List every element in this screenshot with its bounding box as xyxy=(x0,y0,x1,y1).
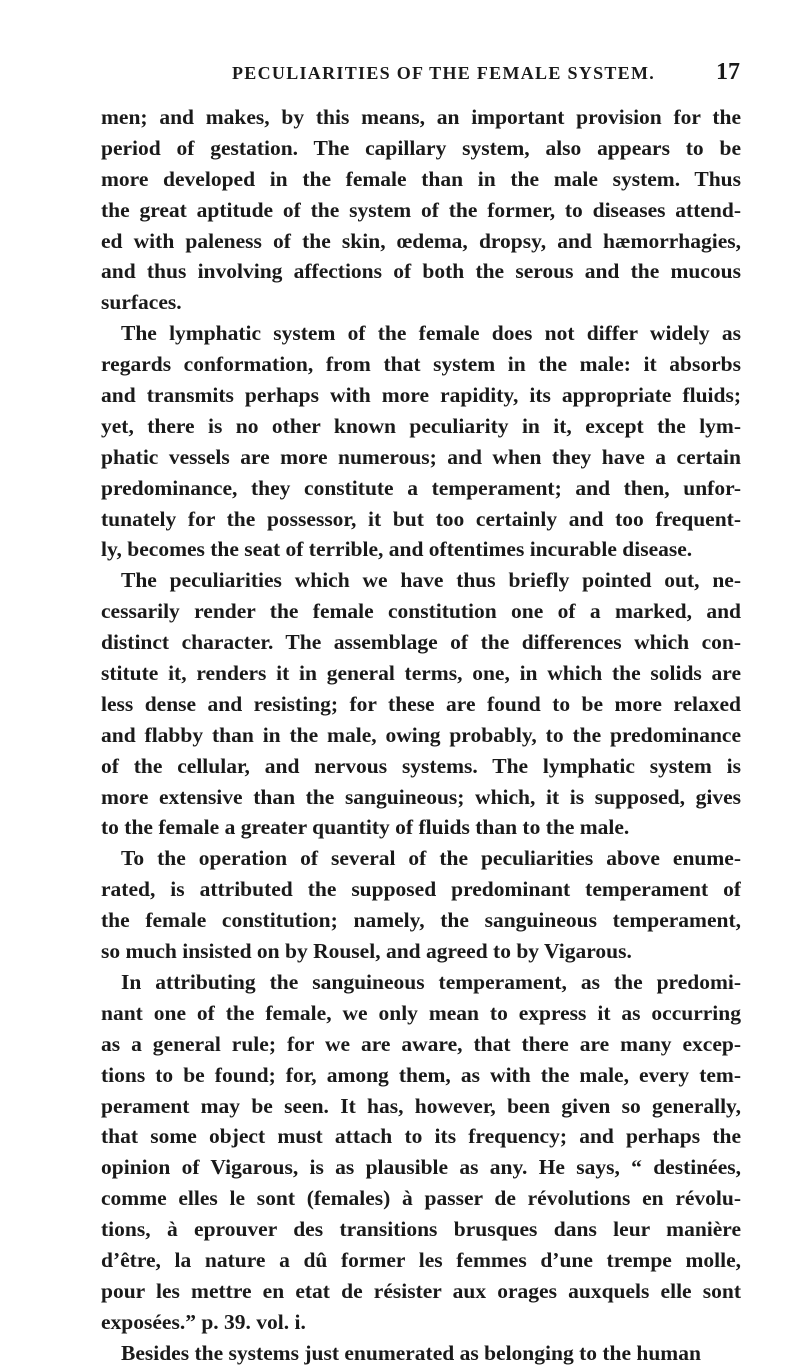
text-line: the female constitution; namely, the sanguineous temperament, xyxy=(101,908,741,933)
text-line: The peculiarities which we have thus briefly pointed out, ne- xyxy=(121,568,741,593)
text-line: d’être, la nature a dû former les femmes d’une trempe molle, xyxy=(101,1247,741,1272)
text-line: opinion of Vigarous, is as plausible as any. He says, “ destinées, xyxy=(101,1155,741,1180)
text-line: ly, becomes the seat of terrible, and oftentimes incurable disease. xyxy=(101,537,693,562)
text-line: tions to be found; for, among them, as with the male, every tem- xyxy=(101,1062,741,1087)
text-line: the great aptitude of the system of the former, to diseases attend- xyxy=(101,197,741,222)
text-line: predominance, they constitute a temperament; and then, unfor- xyxy=(101,475,741,500)
page-number: 17 xyxy=(716,59,740,85)
text-line: In attributing the sanguineous temperament, as the predomi- xyxy=(121,969,741,994)
paragraph xyxy=(101,318,741,565)
text-line: pour les mettre en etat de résister aux orages auxquels elle sont xyxy=(101,1278,741,1303)
text-line: to the female a greater quantity of fluids than to the male. xyxy=(101,815,630,840)
text-line: more extensive than the sanguineous; which, it is supposed, gives xyxy=(101,784,741,809)
text-line: more developed in the female than in the male system. Thus xyxy=(101,166,741,191)
text-line: The lymphatic system of the female does not differ widely as xyxy=(121,321,741,346)
text-line: so much insisted on by Rousel, and agreed to by Vigarous. xyxy=(101,939,632,964)
text-line: ed with paleness of the skin, œdema, dropsy, and hæmorrhagies, xyxy=(101,228,741,253)
running-title: PECULIARITIES OF THE FEMALE SYSTEM. xyxy=(232,63,656,83)
paragraph xyxy=(101,565,741,843)
text-line: comme elles le sont (females) à passer de révolutions en révolu- xyxy=(101,1186,741,1211)
text-line: and thus involving affections of both the serous and the mucous xyxy=(101,259,741,284)
text-line: cessarily render the female constitution one of a marked, and xyxy=(101,599,741,624)
text-line: that some object must attach to its frequency; and perhaps the xyxy=(101,1124,741,1149)
text-line: distinct character. The assemblage of the differences which con- xyxy=(101,630,741,655)
text-line: phatic vessels are more numerous; and when they have a certain xyxy=(101,444,741,469)
text-line: To the operation of several of the peculiarities above enume- xyxy=(121,846,741,871)
text-line: perament may be seen. It has, however, been given so generally, xyxy=(101,1093,741,1118)
body-text xyxy=(101,102,741,1369)
text-line: of the cellular, and nervous systems. The lymphatic system is xyxy=(101,753,741,778)
paragraph xyxy=(101,1338,741,1369)
text-line: rated, is attributed the supposed predominant temperament of xyxy=(101,877,741,902)
text-line: stitute it, renders it in general terms, one, in which the solids are xyxy=(101,661,741,686)
text-line: men; and makes, by this means, an important provision for the xyxy=(101,105,741,129)
text-line: tions, à eprouver des transitions brusques dans leur manière xyxy=(101,1217,741,1242)
paragraph xyxy=(101,967,741,1338)
text-line: yet, there is no other known peculiarity in it, except the lym- xyxy=(101,413,741,438)
text-line: Besides the systems just enumerated as belonging to the human xyxy=(121,1340,701,1365)
running-head xyxy=(100,59,740,89)
text-line: tunately for the possessor, it but too certainly and too frequent- xyxy=(101,506,741,531)
text-line: exposées.” p. 39. vol. i. xyxy=(101,1309,306,1334)
text-line: and flabby than in the male, owing probably, to the predominance xyxy=(101,722,741,747)
text-line: nant one of the female, we only mean to express it as occurring xyxy=(101,1000,741,1025)
text-line: and transmits perhaps with more rapidity, its appropriate fluids; xyxy=(101,383,741,408)
text-line: period of gestation. The capillary system, also appears to be xyxy=(101,135,741,160)
paragraph xyxy=(101,843,741,967)
text-line: surfaces. xyxy=(101,290,182,315)
text-line: less dense and resisting; for these are found to be more relaxed xyxy=(101,691,741,716)
text-line: regards conformation, from that system in the male: it absorbs xyxy=(101,352,741,377)
text-line: as a general rule; for we are aware, that there are many excep- xyxy=(101,1031,741,1056)
paragraph xyxy=(101,102,741,318)
